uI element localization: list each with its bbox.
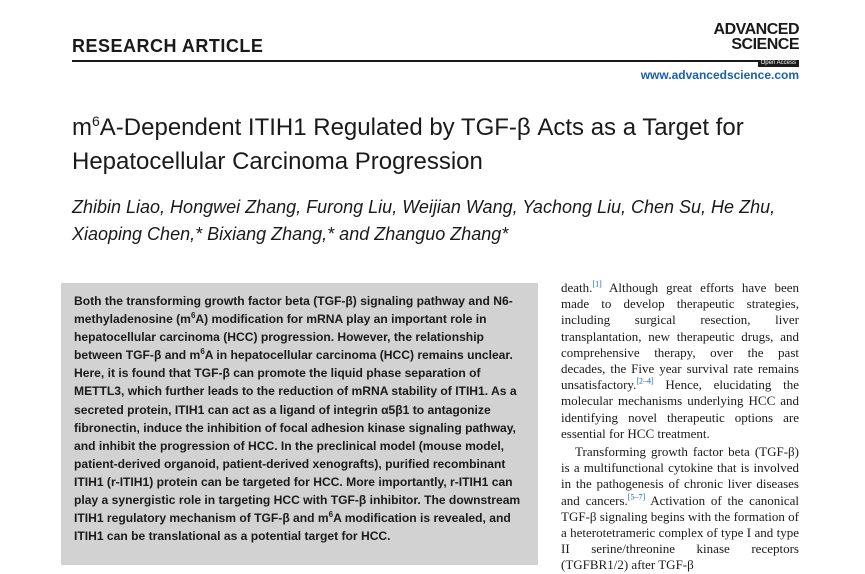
body-p2-seg1: Transforming growth factor beta (TGF-β) is a multifunctional cytokine that is involved in the pathogenesis of chronic liver diseases and cancers. [561,444,799,508]
journal-url-link[interactable]: www.advancedscience.com [640,68,799,82]
body-p2-seg2: Activation of the canonical TGF-β signaling begins with the formation of a heterotetrameric complex of type I and type II serine/threonine kinase receptors (TGFBR1/2) after TGF-β [561,492,799,573]
abstract-sup1: 6 [190,311,196,321]
body-paragraph-2 [561,444,799,574]
citation-link[interactable]: [5–7] [627,492,646,502]
body-p1-seg3: Hence, elucidating the molecular mechanisms underlying HCC and identifying novel therapeutic options are essential for HCC treatment. [561,377,799,441]
citation-link[interactable]: [1] [592,279,602,289]
journal-logo [659,22,799,67]
abstract-seg3: A in hepatocellular carcinoma (HCC) remains unclear. Here, it is found that TGF-β can promote the liquid phase separation of METTL3, which further leads to the reduction of mRNA stability of ITIH1. As a secreted protein, ITIH1 can act as a ligand of integrin α5β1 to antagonize fibronectin, induce the inhibition of focal adhesion kinase signaling pathway, and inhibit the progression of HCC. In the preclinical model (mouse model, patient-derived organoid, patient-derived xenografts), purified recombinant ITIH1 (r-ITIH1) protein can be targeted for HCC. More importantly, r-ITIH1 can play a synergistic role in targeting HCC with TGF-β inhibitor. The downstream ITIH1 regulatory mechanism of TGF-β and m [74,348,521,526]
journal-name-line1: ADVANCED [713,21,799,38]
open-access-badge: Open Access [758,60,799,67]
journal-name-line2: SCIENCE [731,36,799,53]
citation-link[interactable]: [2–4] [636,376,654,386]
body-paragraph-1 [561,280,799,442]
author-list: Zhibin Liao, Hongwei Zhang, Furong Liu, Weijian Wang, Yachong Liu, Chen Su, He Zhu, Xiaoping Chen,* Bixiang Zhang,* and Zhanguo Zhang* [72,197,776,244]
abstract-seg1: Both the transforming growth factor beta (TGF-β) signaling pathway and N6-methyladenosine (m [74,294,513,327]
abstract-text [74,292,526,545]
section-label: RESEARCH ARTICLE [72,36,264,56]
body-p1-seg1: death. [561,280,593,295]
article-title [72,104,812,179]
abstract-seg4: A modification is revealed, and ITIH1 can be translational as a potential target for HCC. [74,511,511,544]
title-main: A-Dependent ITIH1 Regulated by TGF-β Acts as a Target for Hepatocellular Carcinoma Progression [72,114,744,175]
body-p1-seg2: Although great efforts have been made to develop therapeutic strategies, including surgical resection, liver transplantation, new therapeutic drugs, and comprehensive therapy, over the past decades, the Five year survival rate remains unsatisfactory. [561,280,799,393]
abstract-seg2: A) modification for mRNA play an important role in hepatocellular carcinoma (HCC) progression. However, the relationship between TGF-β and m [74,312,487,363]
title-superscript: 6 [92,113,100,129]
title-prefix: m [72,114,92,141]
abstract-sup3: 6 [328,510,334,520]
body-column [561,280,799,574]
abstract-sup2: 6 [200,347,205,357]
